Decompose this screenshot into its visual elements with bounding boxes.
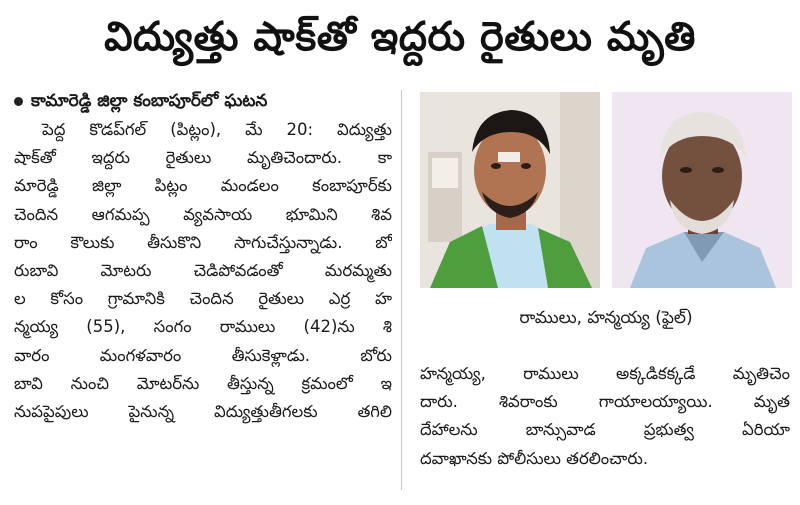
body-line: దేహాలను బాన్సువాడ ప్రభుత్వ ఏరియా — [420, 420, 790, 440]
bullet-icon — [14, 97, 23, 106]
photo-hanmayya — [612, 92, 792, 288]
headline: విద్యుత్తు షాక్‌తో ఇద్దరు రైతులు మృతి — [104, 14, 696, 60]
body-line: రాం కౌలుకు తీసుకొని సాగుచేస్తున్నాడు. బో — [14, 232, 392, 252]
body-line: చెందిన ఆగమప్ప వ్యవసాయ భూమిని శివ — [14, 204, 392, 224]
body-line: నుపపైపులు పైనున్న విద్యుత్తుతీగలకు తగిలి — [14, 402, 392, 422]
body-line: ల కోసం గ్రామానికి చెందిన రైతులు ఎర్ర హ — [14, 289, 392, 309]
body-line: దవాఖానకు పోలీసులు తరలించారు. — [420, 448, 649, 468]
subheadline — [14, 88, 394, 114]
body-line: దారు. శివరాంకు గాయాలయ్యాయి. మృత — [420, 392, 790, 412]
subheadline-text: కామారెడ్డి జిల్లా కంబాపూర్‌లో ఘటన — [31, 91, 268, 111]
article-body-right — [420, 360, 790, 473]
photo-caption: రాములు, హన్మయ్య (ఫైల్‌) — [519, 308, 693, 328]
body-line: షాక్‌తో ఇద్దరు రైతులు మృతిచెందారు. కా — [14, 148, 392, 168]
photo-group — [420, 92, 792, 288]
photo-ramulu — [420, 92, 600, 288]
column-divider — [401, 90, 402, 490]
body-line: హన్మయ్య, రాములు అక్కడికక్కడే మృతిచెం — [420, 364, 790, 383]
article-body-left — [14, 116, 392, 426]
body-line: రుబావి మోటరు చెడిపోవడంతో మరమ్మతు — [14, 261, 392, 281]
body-line: పెద్ద కొడప్‌గల్‌ (పిట్లం), మే 20: విద్యుత్తు — [42, 120, 392, 139]
body-line: న్మయ్య (55), సంగం రాములు (42)ను శి — [14, 317, 392, 337]
body-line: మారెడ్డి జిల్లా పిట్లం మండలం కంబాపూర్‌కు — [14, 176, 392, 196]
body-line: బావి నుంచి మోటర్‌ను తీస్తున్న క్రమంలో ఇ — [14, 373, 392, 393]
body-line: వారం మంగళవారం తీసుకెళ్లాడు. బోరు — [14, 345, 392, 365]
